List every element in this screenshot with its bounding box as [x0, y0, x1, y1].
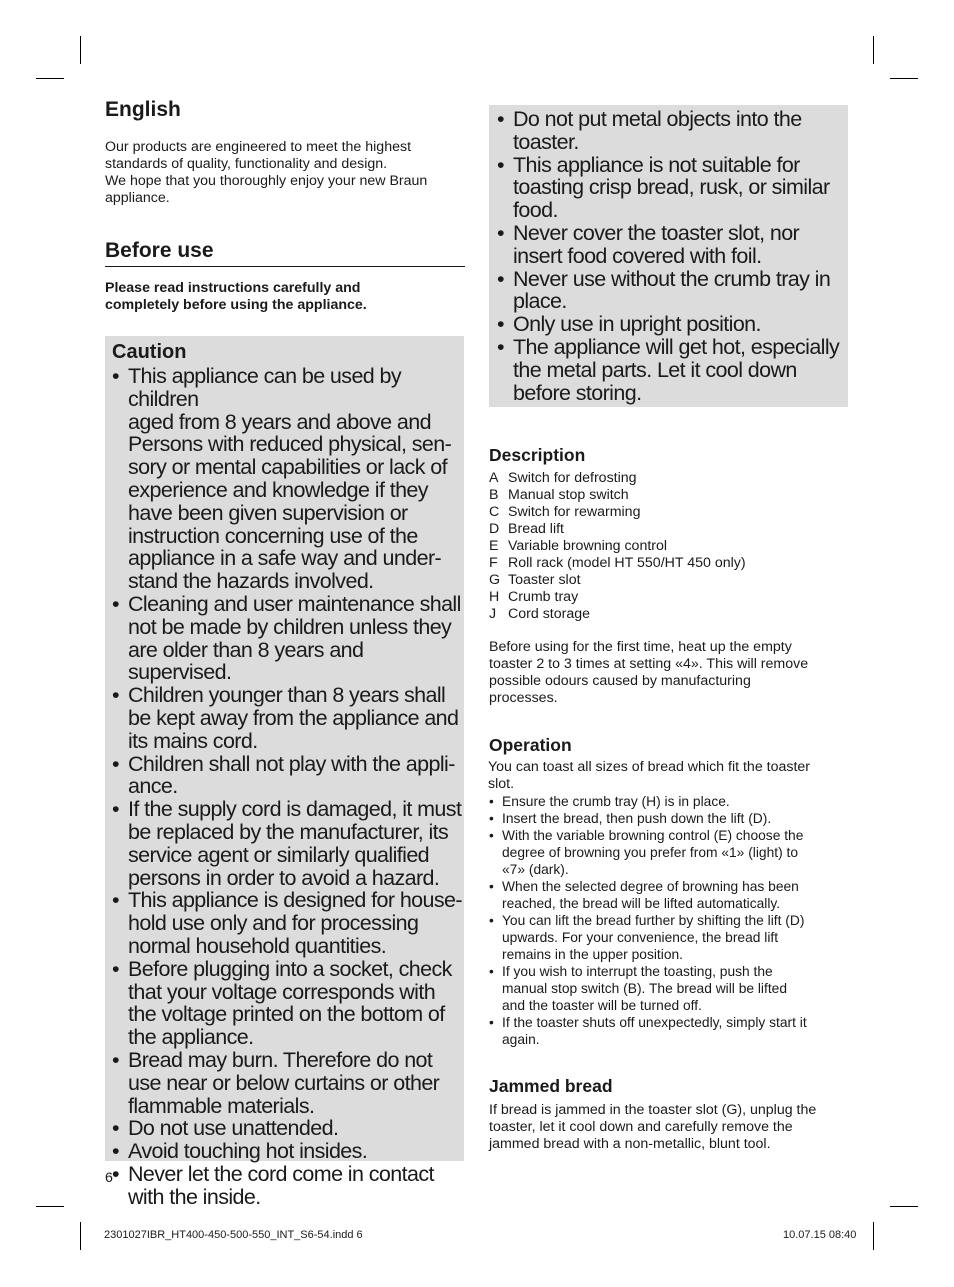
warning-item-line: toaster.	[513, 129, 579, 154]
caution-item-line: Children younger than 8 years shall	[128, 683, 446, 708]
description-text: Roll rack (model HT 550/HT 450 only)	[508, 555, 746, 571]
footer-file: 2301027IBR_HT400-450-500-550_INT_S6-54.indd 6	[104, 1229, 363, 1241]
description-text: Crumb tray	[508, 589, 579, 605]
caution-item-line: be kept away from the appliance and	[128, 705, 459, 730]
operation-item-line: When the selected degree of browning has been	[502, 879, 799, 894]
caution-item	[112, 1049, 464, 1117]
operation-item-line: manual stop switch (B). The bread will be lifted	[502, 981, 788, 996]
caution-item	[112, 798, 464, 889]
operation-item	[489, 793, 854, 810]
operation-item	[489, 878, 854, 912]
description-title: Description	[489, 445, 586, 465]
bullet-icon: •	[112, 683, 119, 708]
operation-item-line: degree of browning you prefer from «1» (light) to	[502, 845, 799, 860]
bullet-icon: •	[497, 312, 504, 337]
bullet-icon: •	[497, 152, 504, 177]
operation-intro-line: slot.	[488, 776, 515, 792]
description-text: Cord storage	[508, 606, 591, 622]
operation-item-line: If the toaster shuts off unexpectedly, simply start it	[502, 1015, 807, 1030]
operation-item-line: remains in the upper position.	[502, 947, 683, 962]
caution-box	[105, 336, 464, 1209]
description-text: Variable browning control	[508, 538, 668, 554]
first-use-line: toaster 2 to 3 times at setting «4». This will remove	[489, 656, 809, 672]
operation-item-line: If you wish to interrupt the toasting, push the	[502, 964, 773, 979]
warning-item-line: Only use in upright position.	[513, 312, 761, 337]
jammed-line: toaster, let it cool down and carefully remove the	[489, 1119, 793, 1135]
caution-item-line: Bread may burn. Therefore do not	[128, 1047, 433, 1072]
warning-item-line: toasting crisp bread, rusk, or similar	[513, 175, 830, 200]
caution-item	[112, 365, 464, 593]
warning-item-line: insert food covered with foil.	[513, 243, 762, 268]
intro-text	[105, 139, 465, 207]
caution-item-line: Persons with reduced physical, sen-	[128, 432, 452, 457]
operation-item-line: upwards. For your convenience, the bread lift	[502, 930, 779, 945]
caution-item-line: ance.	[128, 774, 178, 799]
read-instructions-line: Please read instructions carefully and	[105, 280, 361, 296]
description-text: Switch for rewarming	[508, 504, 641, 520]
caution-item-line: hold use only and for processing	[128, 911, 419, 936]
caution-item	[112, 958, 464, 1049]
first-use-text	[489, 639, 854, 707]
jammed-line: jammed bread with a non-metallic, blunt tool.	[489, 1136, 771, 1152]
description-key: E	[489, 538, 499, 554]
caution-item-line: persons in order to avoid a hazard.	[128, 865, 440, 890]
bullet-icon: •	[497, 107, 504, 131]
warning-item	[497, 336, 848, 404]
warning-item	[497, 154, 848, 222]
warning-item-line: the metal parts. Let it cool down	[513, 357, 797, 382]
right-column	[489, 445, 854, 1153]
warning-item	[497, 222, 848, 268]
page-number: 6	[105, 1170, 113, 1186]
first-use-line: processes.	[489, 690, 558, 706]
description-item	[489, 555, 854, 572]
bullet-icon: •	[112, 364, 119, 388]
heading-rule	[105, 266, 465, 267]
bullet-icon: •	[112, 1116, 119, 1141]
caution-item-line: be replaced by the manufacturer, its	[128, 819, 449, 844]
caution-item-line: not be made by children unless they	[128, 614, 452, 639]
crop-mark	[80, 36, 81, 64]
warning-box	[489, 105, 848, 407]
footer-date: 10.07.15 08:40	[783, 1229, 857, 1241]
caution-item	[112, 889, 464, 957]
warning-item	[497, 313, 848, 336]
caution-item-line: Do not use unattended.	[128, 1116, 339, 1141]
warning-item-line: Never use without the crumb tray in	[513, 266, 831, 291]
operation-item-line: You can lift the bread further by shifting the lift (D)	[502, 913, 805, 928]
caution-item-line: Never let the cord come in contact	[128, 1161, 434, 1186]
crop-mark	[890, 1206, 918, 1207]
description-key: G	[489, 572, 501, 588]
warning-item-line: Never cover the toaster slot, nor	[513, 220, 800, 245]
description-list	[489, 470, 854, 623]
caution-item-line: the appliance.	[128, 1025, 254, 1050]
intro-line: standards of quality, functionality and design.	[105, 156, 388, 172]
warning-item-line: The appliance will get hot, especially	[513, 334, 840, 359]
description-key: D	[489, 521, 500, 537]
crop-mark	[873, 36, 874, 64]
bullet-icon: •	[489, 794, 494, 809]
bullet-icon: •	[112, 1139, 119, 1164]
description-item	[489, 487, 854, 504]
operation-item	[489, 912, 854, 963]
warning-item	[497, 268, 848, 314]
operation-item-line: «7» (dark).	[502, 862, 569, 877]
first-use-line: possible odours caused by manufacturing	[489, 673, 751, 689]
caution-item-line: that your voltage corresponds with	[128, 979, 436, 1004]
description-item	[489, 606, 854, 623]
caution-item-line: Cleaning and user maintenance shall	[128, 591, 461, 616]
caution-title: Caution	[112, 341, 187, 363]
caution-item-line: normal household quantities.	[128, 933, 387, 958]
caution-item-line: its mains cord.	[128, 728, 258, 753]
description-item	[489, 572, 854, 589]
bullet-icon: •	[112, 1161, 119, 1186]
caution-item-line: are older than 8 years and supervised.	[128, 637, 364, 685]
caution-item	[112, 1140, 464, 1163]
description-text: Toaster slot	[508, 572, 581, 588]
jammed-line: If bread is jammed in the toaster slot (G), unplug the	[489, 1102, 817, 1118]
crop-mark	[873, 1222, 874, 1250]
description-item	[489, 538, 854, 555]
intro-line: Our products are engineered to meet the highest	[105, 139, 412, 155]
caution-item	[112, 684, 464, 752]
warning-item-line: food.	[513, 198, 558, 223]
description-key: F	[489, 555, 498, 571]
caution-item-line: This appliance can be used by children	[128, 364, 402, 411]
warning-item-line: Do not put metal objects into the	[513, 107, 802, 131]
bullet-icon: •	[489, 964, 494, 979]
description-text: Manual stop switch	[508, 487, 629, 503]
warning-item-line: place.	[513, 289, 567, 314]
crop-mark	[36, 78, 64, 79]
operation-title: Operation	[489, 735, 572, 755]
bullet-icon: •	[489, 1015, 494, 1030]
operation-item-line: again.	[502, 1032, 540, 1047]
description-item	[489, 504, 854, 521]
operation-item	[489, 1014, 854, 1048]
warning-list	[497, 108, 848, 404]
operation-item-line: reached, the bread will be lifted automatically.	[502, 896, 781, 911]
operation-intro	[488, 759, 854, 793]
operation-item	[489, 827, 854, 878]
left-column	[105, 98, 465, 314]
caution-item-line: instruction concerning use of the	[128, 523, 418, 548]
caution-item-line: the voltage printed on the bottom of	[128, 1002, 445, 1027]
read-instructions-line: completely before using the appliance.	[105, 297, 367, 313]
bullet-icon: •	[489, 913, 494, 928]
intro-line: appliance.	[105, 190, 170, 206]
description-item	[489, 589, 854, 606]
caution-item-line: appliance in a safe way and under-	[128, 546, 442, 571]
jammed-text	[489, 1102, 854, 1153]
jammed-title: Jammed bread	[489, 1076, 613, 1096]
description-key: J	[489, 606, 497, 622]
operation-item-line: With the variable browning control (E) choose the	[502, 828, 804, 843]
caution-item-line: experience and knowledge if they	[128, 477, 428, 502]
description-key: B	[489, 487, 499, 503]
caution-list	[112, 365, 464, 1208]
operation-intro-line: You can toast all sizes of bread which fit the toaster	[488, 759, 811, 775]
caution-item	[112, 1117, 464, 1140]
crop-mark	[36, 1206, 64, 1207]
description-key: H	[489, 589, 500, 605]
bullet-icon: •	[112, 751, 119, 776]
description-text: Bread lift	[508, 521, 564, 537]
description-text: Switch for defrosting	[508, 470, 637, 486]
caution-item-line: If the supply cord is damaged, it must	[128, 797, 462, 822]
caution-item	[112, 753, 464, 799]
caution-item	[112, 1163, 464, 1209]
caution-item-line: service agent or similarly qualified	[128, 842, 430, 867]
crop-mark	[80, 1222, 81, 1250]
operation-item-line: Ensure the crumb tray (H) is in place.	[502, 794, 730, 809]
operation-item-line: and the toaster will be turned off.	[502, 998, 702, 1013]
caution-item	[112, 593, 464, 684]
bullet-icon: •	[112, 591, 119, 616]
bullet-icon: •	[112, 797, 119, 822]
operation-item-line: Insert the bread, then push down the lift (D).	[502, 811, 772, 826]
operation-list	[489, 793, 854, 1048]
caution-item-line: flammable materials.	[128, 1093, 315, 1118]
description-item	[489, 470, 854, 487]
warning-item-line: before storing.	[513, 380, 642, 405]
caution-item-line: use near or below curtains or other	[128, 1070, 440, 1095]
first-use-line: Before using for the first time, heat up the empty	[489, 639, 792, 655]
bullet-icon: •	[497, 220, 504, 245]
description-item	[489, 521, 854, 538]
operation-item	[489, 810, 854, 827]
bullet-icon: •	[112, 888, 119, 913]
heading-english: English	[105, 98, 181, 121]
bullet-icon: •	[497, 334, 504, 359]
read-instructions	[105, 280, 465, 314]
caution-item-line: with the inside.	[128, 1184, 261, 1209]
intro-line: We hope that you thoroughly enjoy your new Braun	[105, 173, 428, 189]
caution-item-line: Children shall not play with the appli-	[128, 751, 455, 776]
caution-item-line: Avoid touching hot insides.	[128, 1139, 368, 1164]
heading-before-use: Before use	[105, 239, 214, 262]
caution-item-line: This appliance is designed for house-	[128, 888, 462, 913]
caution-item-line: aged from 8 years and above and	[128, 409, 431, 434]
operation-item	[489, 963, 854, 1014]
bullet-icon: •	[112, 1047, 119, 1072]
bullet-icon: •	[497, 266, 504, 291]
caution-item-line: Before plugging into a socket, check	[128, 956, 452, 981]
crop-mark	[890, 78, 918, 79]
description-key: C	[489, 504, 500, 520]
caution-item-line: sory or mental capabilities or lack of	[128, 455, 447, 480]
warning-item	[497, 108, 848, 154]
warning-item-line: This appliance is not suitable for	[513, 152, 800, 177]
bullet-icon: •	[112, 956, 119, 981]
bullet-icon: •	[489, 811, 494, 826]
caution-item-line: stand the hazards involved.	[128, 569, 374, 594]
bullet-icon: •	[489, 828, 494, 843]
bullet-icon: •	[489, 879, 494, 894]
description-key: A	[489, 470, 499, 486]
caution-item-line: have been given supervision or	[128, 500, 408, 525]
